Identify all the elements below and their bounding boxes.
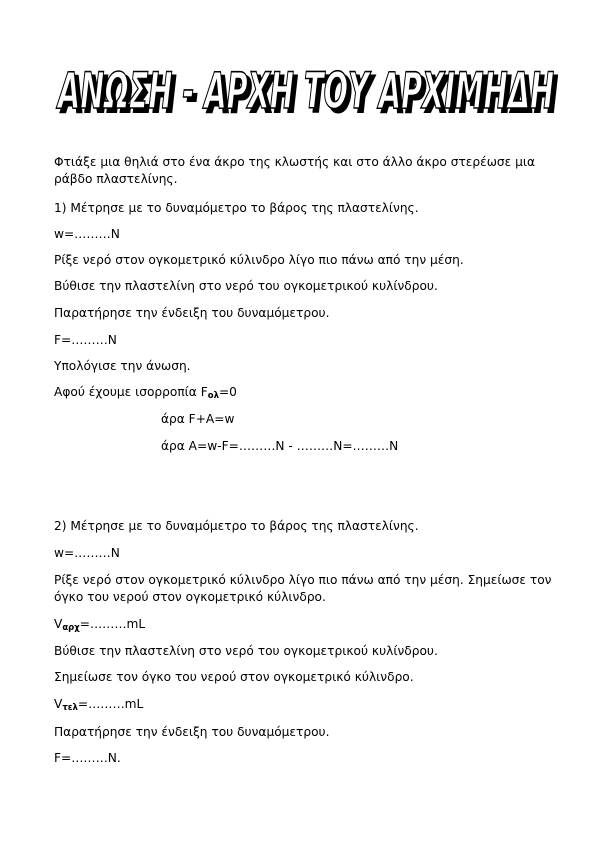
- part2-final-volume-line: [54, 696, 143, 717]
- equilibrium-suffix: =0: [218, 385, 237, 399]
- part2-force-blank: F=………N.: [54, 751, 121, 765]
- part1-step-observe: Παρατήρησε την ένδειξη του δυναμόμετρου.: [54, 306, 330, 320]
- part2-step-measure-weight: 2) Μέτρησε με το δυναμόμετρο το βάρος της πλαστελίνης.: [54, 519, 419, 533]
- equilibrium-prefix: Αφού έχουμε ισορροπία F: [54, 385, 208, 399]
- worksheet-title: [40, 62, 574, 122]
- part1-formula-buoyancy: άρα A=w-F=………N - ………N=………N: [161, 439, 399, 453]
- part1-weight-blank: w=………N: [54, 227, 120, 241]
- title-text: ΑΝΩΣΗ - ΑΡΧΗ ΤΟΥ ΑΡΧΙΜΗΔΗ: [55, 62, 554, 120]
- part2-step-fill-water: Ρίξε νερό στον ογκομετρικό κύλινδρο λίγο πιο πάνω από την μέση. Σημείωσε τον όγκο του νερού στον ογκομετρικό κύλινδρο.: [54, 573, 552, 604]
- v-final-symbol: V: [54, 697, 63, 711]
- part2-step-immerse: Βύθισε την πλαστελίνη στο νερό του ογκομετρικού κυλίνδρου.: [54, 644, 438, 658]
- part2-step-observe: Παρατήρησε την ένδειξη του δυναμόμετρου.: [54, 725, 330, 739]
- title-shadow: ΑΝΩΣΗ - ΑΡΧΗ ΤΟΥ ΑΡΧΙΜΗΔΗ: [59, 66, 558, 122]
- title-wordart: [40, 62, 574, 122]
- part1-step-fill-water: Ρίξε νερό στον ογκομετρικό κύλινδρο λίγο πιο πάνω από την μέση.: [54, 253, 464, 267]
- part2-step-record-volume: Σημείωσε τον όγκο του νερού στον ογκομετρικό κύλινδρο.: [54, 670, 414, 684]
- equilibrium-subscript: ολ: [207, 391, 219, 401]
- part1-step-calculate: Υπολόγισε την άνωση.: [54, 359, 191, 373]
- part1-equilibrium-line: [54, 384, 237, 405]
- v-initial-subscript: αρχ: [62, 623, 80, 633]
- part2-initial-volume-line: [54, 616, 145, 637]
- part1-step-measure-weight: 1) Μέτρησε με το δυναμόμετρο το βάρος της πλαστελίνης.: [54, 201, 419, 215]
- part1-force-blank: F=………N: [54, 333, 117, 347]
- part1-step-immerse: Βύθισε την πλαστελίνη στο νερό του ογκομετρικού κυλίνδρου.: [54, 279, 438, 293]
- part1-formula-sum: άρα F+A=w: [161, 412, 235, 426]
- v-final-subscript: τελ: [62, 703, 78, 713]
- v-initial-symbol: V: [54, 617, 63, 631]
- v-initial-blank: =………mL: [79, 617, 146, 631]
- v-final-blank: =………mL: [77, 697, 144, 711]
- part2-weight-blank: w=………N: [54, 546, 120, 560]
- intro-paragraph: Φτιάξε μια θηλιά στο ένα άκρο της κλωστής και στο άλλο άκρο στερέωσε μια ράβδο πλαστελίνης.: [54, 155, 535, 186]
